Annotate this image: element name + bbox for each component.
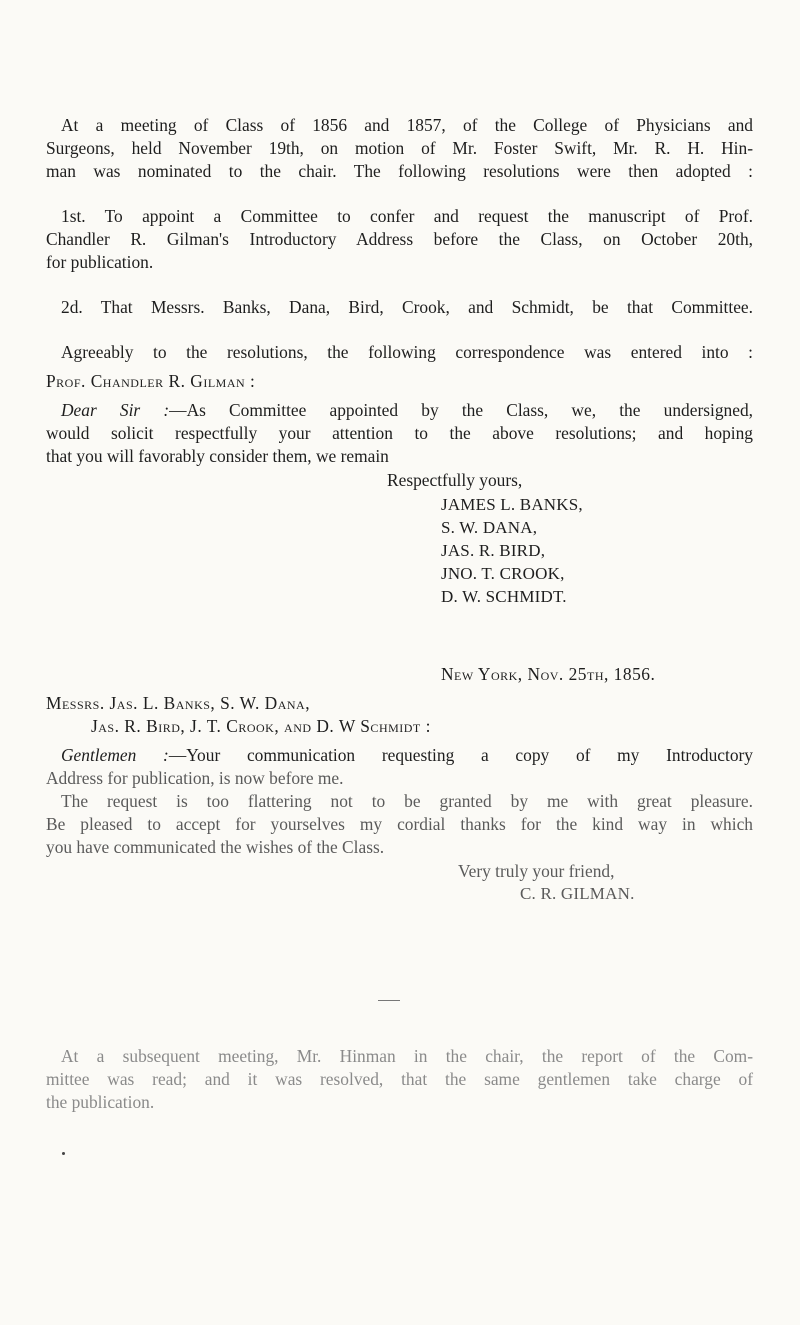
ink-speck (62, 1152, 65, 1155)
letter-1-line-1-text: —As Committee appointed by the Class, we, the undersigned, (169, 400, 753, 420)
letter-2-line-3: The request is too flattering not to be granted by me with great pleasure. (61, 791, 753, 811)
signatory-schmidt: D. W. SCHMIDT. (441, 587, 567, 606)
resolution-1-line-1: 1st. To appoint a Committee to confer and request the manuscript of Prof. (61, 206, 753, 226)
resolution-2: 2d. That Messrs. Banks, Dana, Bird, Crook, and Schmidt, be that Committee. (61, 297, 753, 317)
letter-2-line-5: you have communicated the wishes of the Class. (46, 837, 385, 857)
postscript-line-2: mittee was read; and it was resolved, that the same gentlemen take charge of (46, 1069, 753, 1089)
intro-line-3: man was nominated to the chair. The following resolutions were then adopted : (46, 161, 753, 181)
letter-2-salutation: Gentlemen : (61, 745, 169, 765)
letter-2-dateline: New York, Nov. 25th, 1856. (441, 664, 656, 684)
letter-2-signature: C. R. GILMAN. (520, 884, 635, 903)
letter-1-line-2: would solicit respectfully your attention to the above resolutions; and hoping (46, 423, 753, 443)
signatory-dana: S. W. DANA, (441, 518, 538, 537)
letter-2-addressee-line-1: Messrs. Jas. L. Banks, S. W. Dana, (46, 693, 311, 713)
resolution-1-line-3: for publication. (46, 252, 154, 272)
letter-2-line-1 (61, 744, 753, 766)
separator-dash (378, 1000, 400, 1001)
signatory-bird: JAS. R. BIRD, (441, 541, 546, 560)
letter-1-addressee: Prof. Chandler R. Gilman : (46, 371, 256, 391)
letter-2-line-4: Be pleased to accept for yourselves my cordial thanks for the kind way in which (46, 814, 753, 834)
letter-1-line-3: that you will favorably consider them, we remain (46, 446, 389, 466)
letter-2-addressee-line-2: Jas. R. Bird, J. T. Crook, and D. W Schmidt : (91, 716, 431, 736)
signatory-crook: JNO. T. CROOK, (441, 564, 565, 583)
transition-text: Agreeably to the resolutions, the following correspondence was entered into : (61, 342, 753, 362)
intro-line-1: At a meeting of Class of 1856 and 1857, of the College of Physicians and (61, 115, 753, 135)
letter-1-salutation: Dear Sir : (61, 400, 170, 420)
signatory-banks: JAMES L. BANKS, (441, 495, 583, 514)
letter-1-closing: Respectfully yours, (387, 470, 523, 490)
intro-line-2: Surgeons, held November 19th, on motion of Mr. Foster Swift, Mr. R. H. Hin- (46, 138, 753, 158)
letter-2-closing: Very truly your friend, (458, 861, 615, 881)
letter-2-line-1-text: —Your communication requesting a copy of my Introductory (168, 745, 754, 765)
postscript-line-1: At a subsequent meeting, Mr. Hinman in the chair, the report of the Com- (61, 1046, 753, 1066)
resolution-1-line-2: Chandler R. Gilman's Introductory Address before the Class, on October 20th, (46, 229, 753, 249)
letter-1-line-1 (61, 399, 753, 421)
postscript-line-3: the publication. (46, 1092, 155, 1112)
letter-2-line-2: Address for publication, is now before me. (46, 768, 344, 788)
